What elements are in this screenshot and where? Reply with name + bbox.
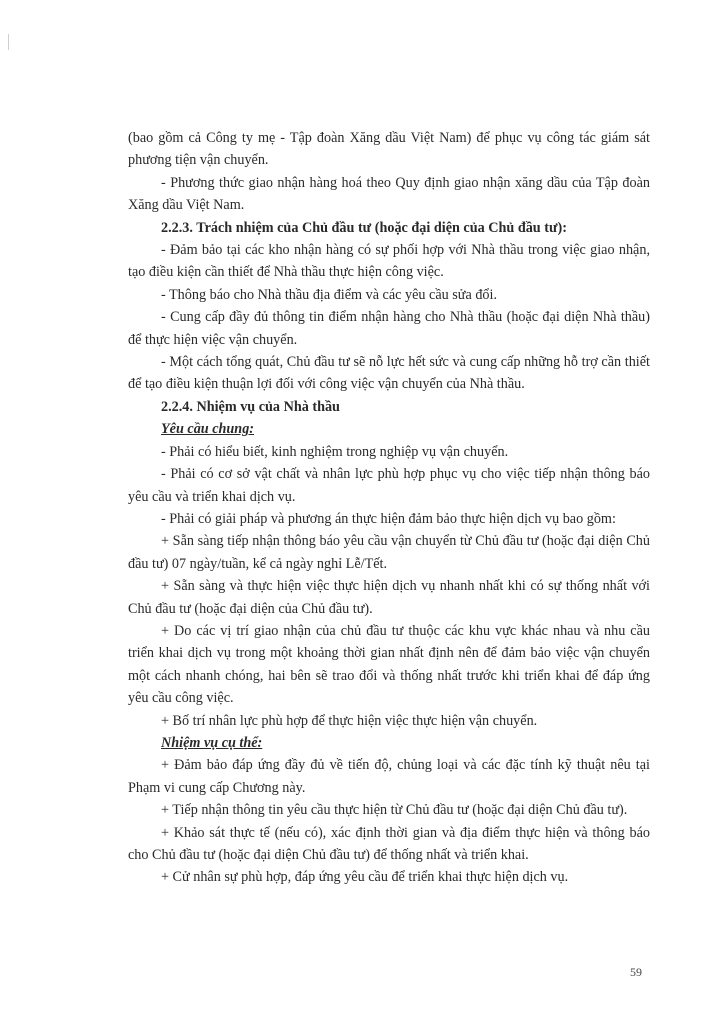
paragraph-requirement-3c: + Do các vị trí giao nhận của chủ đầu tư thuộc các khu vực khác nhau và nhu cầu triển khai dịch vụ trong một khoảng thời gian nhất định nên để đảm bảo việc vận chuyển một cách nhanh chóng, hai bên sẽ trao đổi và thống nhất trước khi triển khai để đáp ứng yêu cầu công việc. [128, 622, 650, 707]
paragraph-continuation: (bao gồm cả Công ty mẹ - Tập đoàn Xăng dầu Việt Nam) để phục vụ công tác giám sát phương tiện vận chuyển. [128, 130, 650, 169]
paragraph-task-1: + Đảm bảo đáp ứng đầy đủ về tiến độ, chủng loại và các đặc tính kỹ thuật nêu tại Phạm vi cung cấp Chương này. [128, 757, 650, 796]
subheading-general-requirements: Yêu cầu chung: [161, 421, 255, 438]
paragraph-requirement-3d: + Bố trí nhân lực phù hợp để thực hiện việc thực hiện vận chuyển. [161, 712, 538, 729]
subheading-specific-tasks: Nhiệm vụ cụ thể: [161, 734, 263, 751]
paragraph-task-4: + Cử nhân sự phù hợp, đáp ứng yêu cầu để triển khai thực hiện dịch vụ. [161, 869, 569, 886]
section-heading-2-2-3: 2.2.3. Trách nhiệm của Chủ đầu tư (hoặc đại diện của Chủ đầu tư): [161, 219, 567, 236]
paragraph-delivery-method: - Phương thức giao nhận hàng hoá theo Quy định giao nhận xăng dầu của Tập đoàn Xăng dầu Việt Nam. [128, 174, 650, 214]
paragraph-task-2: + Tiếp nhận thông tin yêu cầu thực hiện từ Chủ đầu tư (hoặc đại diện Chủ đầu tư). [161, 802, 628, 819]
document-body [128, 127, 650, 889]
paragraph-task-3: + Khảo sát thực tế (nếu có), xác định thời gian và địa điểm thực hiện và thông báo cho Chủ đầu tư (hoặc đại diện Chủ đầu tư) để thống nhất và triển khai. [128, 824, 650, 863]
scan-margin-mark [8, 34, 9, 50]
section-heading-2-2-4: 2.2.4. Nhiệm vụ của Nhà thầu [161, 398, 340, 415]
paragraph-requirement-2: - Phải có cơ sở vật chất và nhân lực phù hợp phục vụ cho việc tiếp nhận thông báo yêu cầu và triển khai dịch vụ. [128, 466, 650, 505]
paragraph-owner-duty-2: - Thông báo cho Nhà thầu địa điểm và các yêu cầu sửa đổi. [161, 286, 497, 303]
page-number: 59 [630, 965, 642, 979]
paragraph-requirement-1: - Phải có hiểu biết, kinh nghiệm trong nghiệp vụ vận chuyển. [161, 443, 509, 460]
paragraph-owner-duty-1: - Đảm bảo tại các kho nhận hàng có sự phối hợp với Nhà thầu trong việc giao nhận, tạo điều kiện cần thiết để Nhà thầu thực hiện công việc. [128, 242, 650, 281]
paragraph-requirement-3: - Phải có giải pháp và phương án thực hiện đảm bảo thực hiện dịch vụ bao gồm: [161, 510, 616, 527]
paragraph-requirement-3b: + Sẵn sàng và thực hiện việc thực hiện dịch vụ nhanh nhất khi có sự thống nhất với Chủ đầu tư (hoặc đại diện của Chủ đầu tư). [128, 578, 650, 617]
paragraph-owner-duty-3: - Cung cấp đầy đủ thông tin điểm nhận hàng cho Nhà thầu (hoặc đại diện Nhà thầu) để thực hiện việc vận chuyển. [128, 309, 650, 348]
paragraph-owner-duty-4: - Một cách tổng quát, Chủ đầu tư sẽ nỗ lực hết sức và cung cấp những hỗ trợ cần thiết để tạo điều kiện thuận lợi đối với công việc vận chuyển của Nhà thầu. [128, 354, 650, 393]
paragraph-requirement-3a: + Sẵn sàng tiếp nhận thông báo yêu cầu vận chuyển từ Chủ đầu tư (hoặc đại diện Chủ đầu tư) 07 ngày/tuần, kể cả ngày nghỉ Lễ/Tết. [128, 533, 650, 572]
